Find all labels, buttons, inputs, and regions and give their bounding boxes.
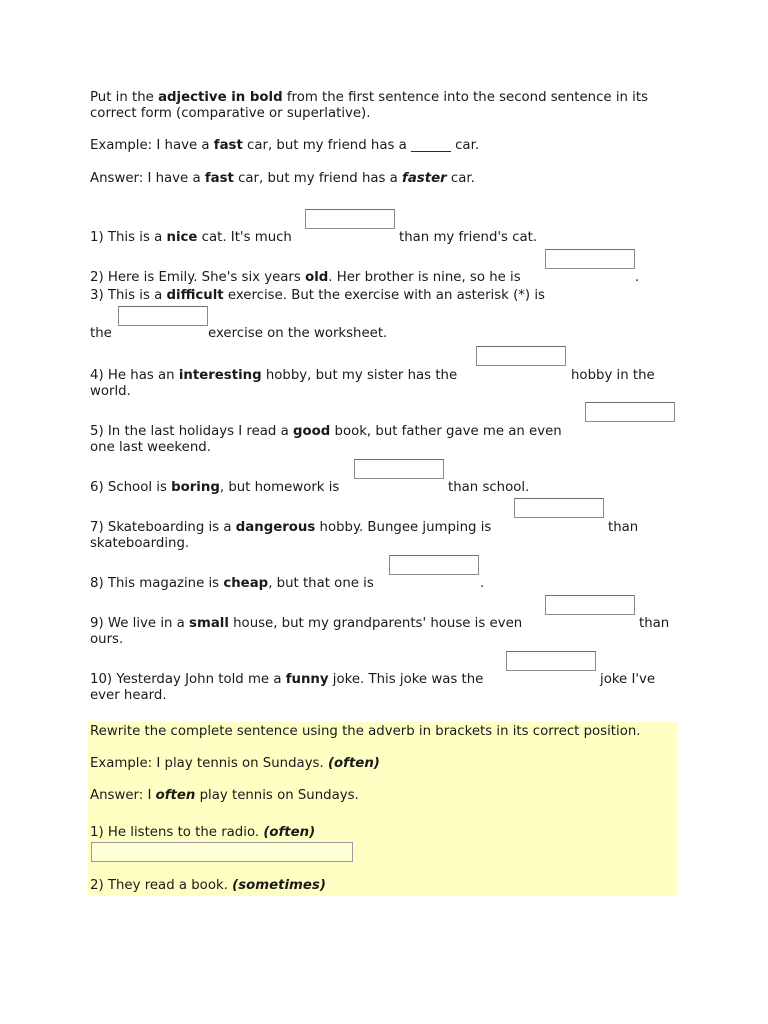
q4-text-mid: hobby, but my sister has the <box>261 368 458 383</box>
q4-text: 4) He has an <box>90 368 179 383</box>
q1-tail <box>399 230 599 246</box>
example-text: Example: I have a <box>90 138 214 153</box>
q4-text-end: hobby in the <box>571 368 655 383</box>
q6-tail <box>448 480 598 496</box>
q6-text: 6) School is <box>90 480 172 495</box>
q8-text: 8) This magazine is <box>90 576 224 591</box>
q9-tail <box>639 616 689 632</box>
instruction-bold: adjective in bold <box>158 90 283 105</box>
q2-answer-input[interactable] <box>545 249 635 269</box>
q7-line2 <box>90 536 678 552</box>
part2-example-text: Example: I play tennis on Sundays. <box>90 756 328 771</box>
q5-text: 5) In the last holidays I read a <box>90 424 293 439</box>
q5-answer-input[interactable] <box>585 402 675 422</box>
q8-tail <box>480 576 500 592</box>
q7-text-end: than <box>608 520 639 535</box>
q4-bold: interesting <box>178 368 262 383</box>
answer-bold-1: fast <box>204 171 234 186</box>
q9-bold: small <box>189 616 229 631</box>
q8-answer-input[interactable] <box>389 555 479 575</box>
question-3 <box>90 288 678 304</box>
q5-text-line2: one last weekend. <box>90 440 211 455</box>
q6-text-mid: , but homework is <box>219 480 340 495</box>
example-bold: fast <box>213 138 243 153</box>
q3-text-mid: exercise. But the exercise with an asterisk (*) is <box>223 288 545 303</box>
part1-answer <box>90 171 678 187</box>
part2-question-1 <box>90 825 678 841</box>
q3-answer-input[interactable] <box>118 306 208 326</box>
answer-text-mid: car, but my friend has a <box>233 171 403 186</box>
q5-line2 <box>90 440 678 456</box>
q9-text: 9) We live in a <box>90 616 190 631</box>
q2-tail <box>635 270 655 286</box>
part2-answer-adverb: often <box>155 788 196 803</box>
q10-text-end: joke I've <box>600 672 656 687</box>
part2-q2-adverb: (sometimes) <box>232 878 326 893</box>
part2-answer <box>90 788 678 804</box>
question-7 <box>90 520 678 536</box>
q9-answer-input[interactable] <box>545 595 635 615</box>
question-8 <box>90 576 678 592</box>
q9-text-mid: house, but my grandparents' house is even <box>228 616 523 631</box>
q3-the <box>90 326 120 342</box>
question-5 <box>90 424 678 440</box>
part1-instruction <box>90 90 678 122</box>
q7-bold: dangerous <box>235 520 316 535</box>
q3-bold: difficult <box>166 288 224 303</box>
part2-q1-adverb: (often) <box>263 825 316 840</box>
q7-text-line2: skateboarding. <box>90 536 190 551</box>
q8-bold: cheap <box>223 576 269 591</box>
part2-question-2 <box>90 878 678 894</box>
q1-text: 1) This is a <box>90 230 167 245</box>
adverb-section <box>88 722 677 896</box>
part2-q2-text: 2) They read a book. <box>90 878 233 893</box>
q10-text-mid: joke. This joke was the <box>328 672 484 687</box>
q6-answer-input[interactable] <box>354 459 444 479</box>
instruction-text: Put in the <box>90 90 159 105</box>
q6-bold: boring <box>171 480 220 495</box>
q10-text-line2: ever heard. <box>90 688 167 703</box>
q10-text: 10) Yesterday John told me a <box>90 672 286 687</box>
q9-line2 <box>90 632 678 648</box>
q9-text-end: than <box>639 616 670 631</box>
q6-text-end: than school. <box>448 480 530 495</box>
q4-text-line2: world. <box>90 384 131 399</box>
part2-instruction-text: Rewrite the complete sentence using the adverb in brackets in its correct position. <box>90 724 641 739</box>
question-10 <box>90 672 678 688</box>
q8-text-mid: , but that one is <box>268 576 374 591</box>
part1-example <box>90 138 678 154</box>
q4-line2 <box>90 384 678 400</box>
q4-tail <box>571 368 671 384</box>
q7-answer-input[interactable] <box>514 498 604 518</box>
example-text-end: car, but my friend has a ______ car. <box>242 138 480 153</box>
q10-bold: funny <box>285 672 329 687</box>
q2-bold: old <box>305 270 329 285</box>
q7-text: 7) Skateboarding is a <box>90 520 236 535</box>
q7-tail <box>608 520 668 536</box>
answer-bold-italic: faster <box>402 171 447 186</box>
part2-example <box>90 756 678 772</box>
q3-text-end: exercise on the worksheet. <box>208 326 388 341</box>
question-9 <box>90 616 678 632</box>
question-2 <box>90 270 678 286</box>
q1-answer-input[interactable] <box>305 209 395 229</box>
q3-text: 3) This is a <box>90 288 167 303</box>
part2-instruction <box>90 724 678 740</box>
q9-text-line2: ours. <box>90 632 124 647</box>
q5-bold: good <box>292 424 331 439</box>
q3-tail <box>208 326 508 342</box>
part2-q1-text: 1) He listens to the radio. <box>90 825 264 840</box>
q2-text-end: . <box>635 270 640 285</box>
q1-bold: nice <box>166 230 198 245</box>
answer-text-end: car. <box>446 171 475 186</box>
q1-text-end: than my friend's cat. <box>399 230 538 245</box>
part2-answer-text: Answer: I <box>90 788 156 803</box>
q10-answer-input[interactable] <box>506 651 596 671</box>
q1-text-mid: cat. It's much <box>197 230 292 245</box>
instruction-text-end: from the first sentence into the second sentence in its correct form (comparative or superlative). <box>90 90 649 121</box>
answer-text: Answer: I have a <box>90 171 205 186</box>
q10-tail <box>600 672 680 688</box>
part2-example-adverb: (often) <box>327 756 380 771</box>
q2-text: 2) Here is Emily. She's six years <box>90 270 306 285</box>
q7-text-mid: hobby. Bungee jumping is <box>315 520 492 535</box>
q8-text-end: . <box>480 576 485 591</box>
part2-answer-text-end: play tennis on Sundays. <box>195 788 359 803</box>
part2-q1-answer-input[interactable] <box>91 842 353 862</box>
q5-text-mid: book, but father gave me an even <box>330 424 562 439</box>
q10-line2 <box>90 688 678 704</box>
q4-answer-input[interactable] <box>476 346 566 366</box>
q3-the-text: the <box>90 326 112 341</box>
q2-text-mid: . Her brother is nine, so he is <box>328 270 521 285</box>
